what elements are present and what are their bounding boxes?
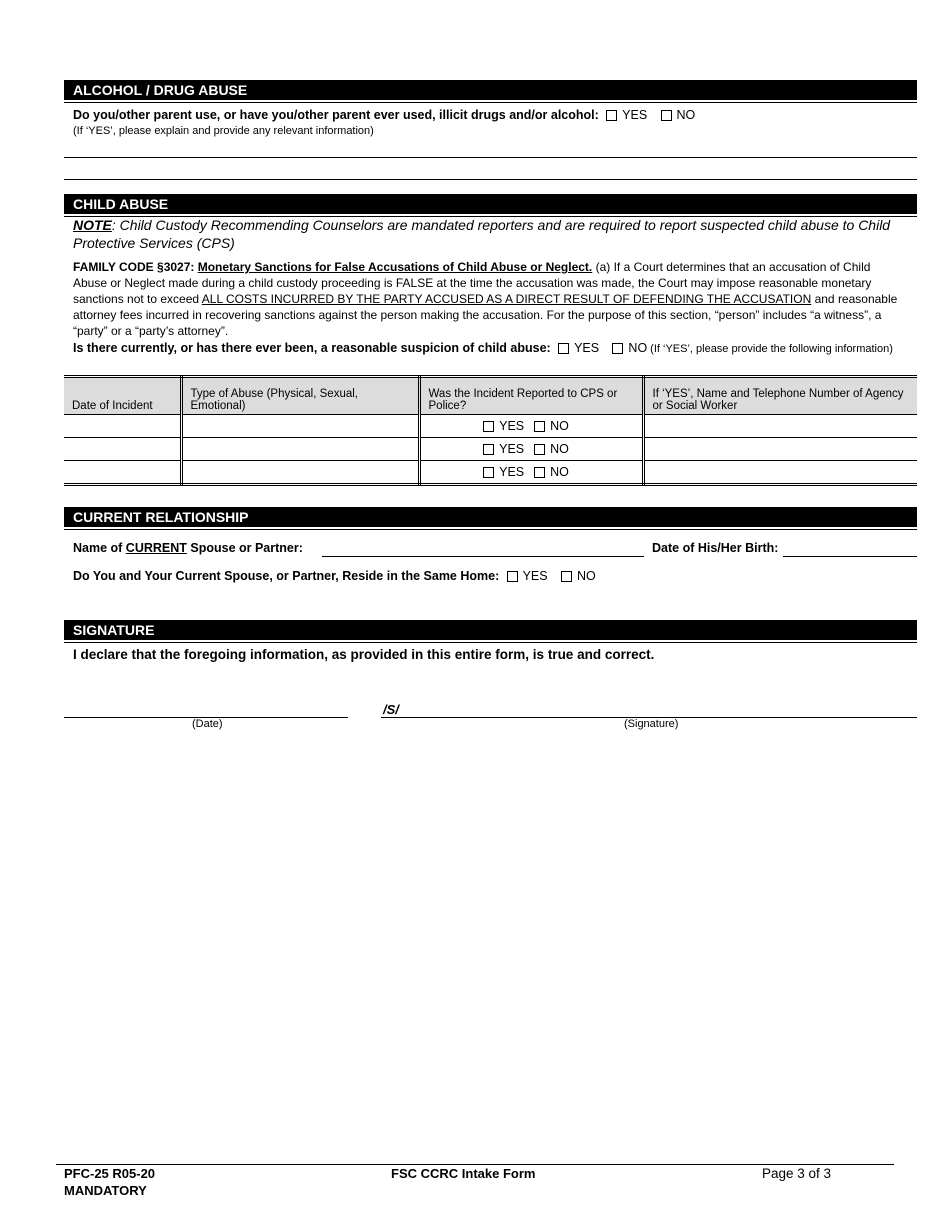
table-row	[64, 415, 917, 438]
footer-page-number: Page 3 of 3	[762, 1166, 832, 1181]
suspicion-question: Is there currently, or has there ever been, a reasonable suspicion of child abuse:	[73, 341, 551, 355]
family-code-underlined: ALL COSTS INCURRED BY THE PARTY ACCUSED AS A DIRECT RESULT OF DEFENDING THE ACCUSATION	[201, 292, 812, 306]
alcohol-no-checkbox[interactable]	[661, 110, 672, 121]
cps-note-label: NOTE	[73, 217, 112, 233]
partner-dob-field[interactable]	[783, 556, 917, 557]
alcohol-yes-checkbox[interactable]	[606, 110, 617, 121]
reported-no-label: NO	[550, 419, 569, 433]
reported-cell	[419, 438, 643, 461]
table-row	[64, 438, 917, 461]
alcohol-yes-label: YES	[622, 108, 648, 122]
incident-table-header	[64, 377, 917, 415]
reside-question-row	[73, 569, 606, 583]
incident-table	[64, 375, 917, 486]
reside-no-checkbox[interactable]	[561, 571, 572, 582]
date-cell[interactable]	[64, 415, 181, 438]
footer-form-number: PFC-25 R05-20	[64, 1166, 156, 1181]
partner-name-label	[73, 541, 303, 555]
reported-cell	[419, 415, 643, 438]
footer-form-title: FSC CCRC Intake Form	[391, 1166, 536, 1181]
footer-rule	[56, 1164, 894, 1165]
suspicion-no-label: NO	[628, 341, 648, 355]
footer-mandatory: MANDATORY	[64, 1183, 147, 1198]
reported-yes-label: YES	[499, 419, 525, 433]
family-code-text-2: and reasonable attorney fees incurred in recovering sanctions against the person making the accusation. For the purpose of this section, “person” includes “a witness”, a “party” or a “party’s attorney”.	[73, 292, 898, 338]
partner-dob-label: Date of His/Her Birth:	[652, 541, 779, 555]
col-type-of-abuse: Type of Abuse (Physical, Sexual, Emotional)	[181, 377, 419, 415]
table-row	[64, 461, 917, 485]
section-header-relationship: CURRENT RELATIONSHIP	[64, 507, 917, 527]
partner-name-suffix: Spouse or Partner:	[186, 541, 303, 555]
section-header-signature: SIGNATURE	[64, 620, 917, 640]
reside-yes-checkbox[interactable]	[507, 571, 518, 582]
suspicion-no-checkbox[interactable]	[612, 343, 623, 354]
suspicion-question-row	[73, 341, 893, 355]
family-code-label: FAMILY CODE §3027:	[73, 260, 195, 274]
family-code-title: Monetary Sanctions for False Accusations of Child Abuse or Neglect.	[197, 260, 593, 274]
agency-cell[interactable]	[643, 415, 917, 438]
family-code-text-1: (a) If a Court determines that an accusation of Child Abuse or Neglect made during a child custody proceeding is FALSE at the time the accusation was made, the Court may impose reasonable monetary sanctions not to exceed	[73, 260, 872, 306]
reported-yes-checkbox[interactable]	[483, 421, 494, 432]
alcohol-answer-line-1[interactable]	[64, 157, 917, 158]
agency-cell[interactable]	[643, 438, 917, 461]
reported-no-label: NO	[550, 442, 569, 456]
section-header-child-abuse: CHILD ABUSE	[64, 194, 917, 214]
signature-caption: (Signature)	[624, 718, 679, 730]
cps-note-text: : Child Custody Recommending Counselors are mandated reporters and are required to report suspected child abuse to Child Protective Services (CPS)	[73, 217, 891, 251]
partner-name-field[interactable]	[322, 556, 644, 557]
date-cell[interactable]	[64, 461, 181, 485]
suspicion-note: (If ‘YES’, please provide the following information)	[650, 343, 893, 355]
reported-no-checkbox[interactable]	[534, 421, 545, 432]
col-reported: Was the Incident Reported to CPS or Police?	[419, 377, 643, 415]
cps-note	[73, 216, 903, 252]
reported-no-checkbox[interactable]	[534, 467, 545, 478]
col-agency-contact: If ‘YES’, Name and Telephone Number of Agency or Social Worker	[643, 377, 917, 415]
signature-mark: /S/	[383, 702, 399, 717]
family-code-paragraph	[73, 259, 905, 339]
declaration-text: I declare that the foregoing information, as provided in this entire form, is true and correct.	[73, 647, 655, 662]
date-caption: (Date)	[192, 718, 223, 730]
alcohol-note: (If ‘YES’, please explain and provide any relevant information)	[73, 125, 374, 137]
partner-name-emph: CURRENT	[125, 541, 187, 555]
alcohol-answer-line-2[interactable]	[64, 179, 917, 180]
type-cell[interactable]	[181, 438, 419, 461]
alcohol-question: Do you/other parent use, or have you/other parent ever used, illicit drugs and/or alcohol:	[73, 108, 599, 122]
reported-yes-checkbox[interactable]	[483, 467, 494, 478]
reside-question: Do You and Your Current Spouse, or Partner, Reside in the Same Home:	[73, 569, 500, 583]
section-header-alcohol: ALCOHOL / DRUG ABUSE	[64, 80, 917, 100]
date-cell[interactable]	[64, 438, 181, 461]
reported-yes-checkbox[interactable]	[483, 444, 494, 455]
alcohol-question-row	[73, 108, 705, 122]
reside-yes-label: YES	[522, 569, 548, 583]
suspicion-yes-label: YES	[574, 341, 600, 355]
reported-yes-label: YES	[499, 442, 525, 456]
reported-no-checkbox[interactable]	[534, 444, 545, 455]
partner-name-prefix: Name of	[73, 541, 126, 555]
reside-no-label: NO	[576, 569, 596, 583]
col-date-of-incident: Date of Incident	[64, 377, 181, 415]
reported-cell	[419, 461, 643, 485]
type-cell[interactable]	[181, 461, 419, 485]
alcohol-no-label: NO	[676, 108, 696, 122]
suspicion-yes-checkbox[interactable]	[558, 343, 569, 354]
reported-no-label: NO	[550, 465, 569, 479]
reported-yes-label: YES	[499, 465, 525, 479]
agency-cell[interactable]	[643, 461, 917, 485]
type-cell[interactable]	[181, 415, 419, 438]
